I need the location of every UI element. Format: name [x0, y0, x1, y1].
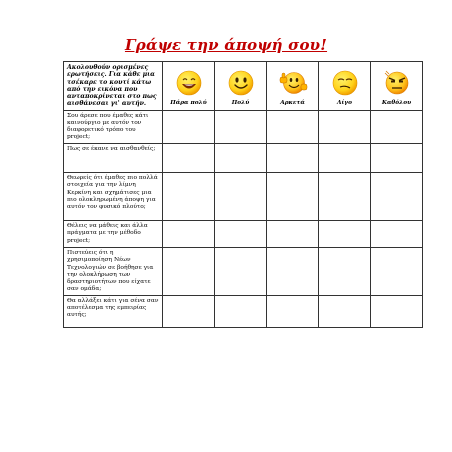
rating-checkbox[interactable] [371, 111, 423, 144]
rating-checkbox[interactable] [215, 173, 267, 221]
rating-checkbox[interactable] [163, 295, 215, 327]
rating-checkbox[interactable] [319, 248, 371, 296]
rating-checkbox[interactable] [319, 144, 371, 173]
rating-checkbox[interactable] [215, 248, 267, 296]
rating-label: Αρκετά [280, 100, 305, 106]
rating-checkbox[interactable] [267, 144, 319, 173]
rating-checkbox[interactable] [163, 173, 215, 221]
rating-label: Πάρα πολύ [170, 100, 207, 106]
thumbs-up-face-icon [278, 68, 308, 98]
rating-header-little [319, 62, 371, 111]
rating-checkbox[interactable] [319, 111, 371, 144]
instructions-cell: Ακολουθούν ορισμένες ερωτήσεις. Για κάθε μια τσέκαρε το κουτί κάτω από την εικόνα που ανταποκρίνεται στο πως αισθάνεσαι γι' αυτήν. [64, 62, 163, 111]
rating-header-very-much [163, 62, 215, 111]
rating-checkbox[interactable] [163, 221, 215, 248]
question-row [64, 173, 423, 221]
survey-table [63, 61, 423, 328]
question-row [64, 295, 423, 327]
rating-checkbox[interactable] [371, 144, 423, 173]
rating-checkbox[interactable] [371, 221, 423, 248]
annoyed-face-icon [382, 68, 412, 98]
rating-checkbox[interactable] [267, 248, 319, 296]
rating-checkbox[interactable] [215, 111, 267, 144]
question-row [64, 111, 423, 144]
rating-checkbox[interactable] [267, 221, 319, 248]
rating-checkbox[interactable] [371, 295, 423, 327]
question-text: Θέλεις να μάθεις και άλλα πράγματα με την μέθοδο project; [64, 221, 163, 248]
rating-checkbox[interactable] [215, 144, 267, 173]
rating-checkbox[interactable] [215, 295, 267, 327]
question-text: Πως σε έκανε να αισθανθείς; [64, 144, 163, 173]
unsure-face-icon [330, 68, 360, 98]
rating-checkbox[interactable] [319, 173, 371, 221]
question-text: Θεωρείς ότι έμαθες πιο πολλά στοιχεία για την λίμνη Κερκίνη και σχημάτισες μια πιο ολοκληρωμένη άποψη για αυτόν τον φυσικό πλούτο; [64, 173, 163, 221]
question-row [64, 248, 423, 296]
rating-header-enough [267, 62, 319, 111]
question-text: Θα αλλάξει κάτι για σένα σαν αποτέλεσμα της εμπειρίας αυτής; [64, 295, 163, 327]
happy-face-icon [226, 68, 256, 98]
rating-label: Πολύ [231, 100, 250, 106]
rating-checkbox[interactable] [267, 173, 319, 221]
very-happy-face-icon [174, 68, 204, 98]
rating-header-not-at-all [371, 62, 423, 111]
rating-checkbox[interactable] [319, 221, 371, 248]
rating-checkbox[interactable] [319, 295, 371, 327]
question-text: Σου άρεσε που έμαθες κάτι καινούργιο με αυτόν τον διαφορετικό τρόπο του project; [64, 111, 163, 144]
rating-checkbox[interactable] [267, 111, 319, 144]
question-row [64, 144, 423, 173]
rating-header-much [215, 62, 267, 111]
header-row [64, 62, 423, 111]
rating-checkbox[interactable] [163, 111, 215, 144]
rating-checkbox[interactable] [267, 295, 319, 327]
page-title: Γράψε την άποψή σου! [124, 36, 328, 54]
rating-label: Λίγο [337, 100, 352, 106]
question-row [64, 221, 423, 248]
rating-checkbox[interactable] [371, 248, 423, 296]
rating-checkbox[interactable] [371, 173, 423, 221]
rating-checkbox[interactable] [163, 144, 215, 173]
rating-checkbox[interactable] [215, 221, 267, 248]
question-text: Πιστεύεις ότι η χρησιμοποίηση Νέων Τεχνολογιών σε βοήθησε για την ολοκλήρωση των δραστηριοτήτων που είχατε σαν ομάδα; [64, 248, 163, 296]
rating-label: Καθόλου [381, 100, 412, 106]
rating-checkbox[interactable] [163, 248, 215, 296]
